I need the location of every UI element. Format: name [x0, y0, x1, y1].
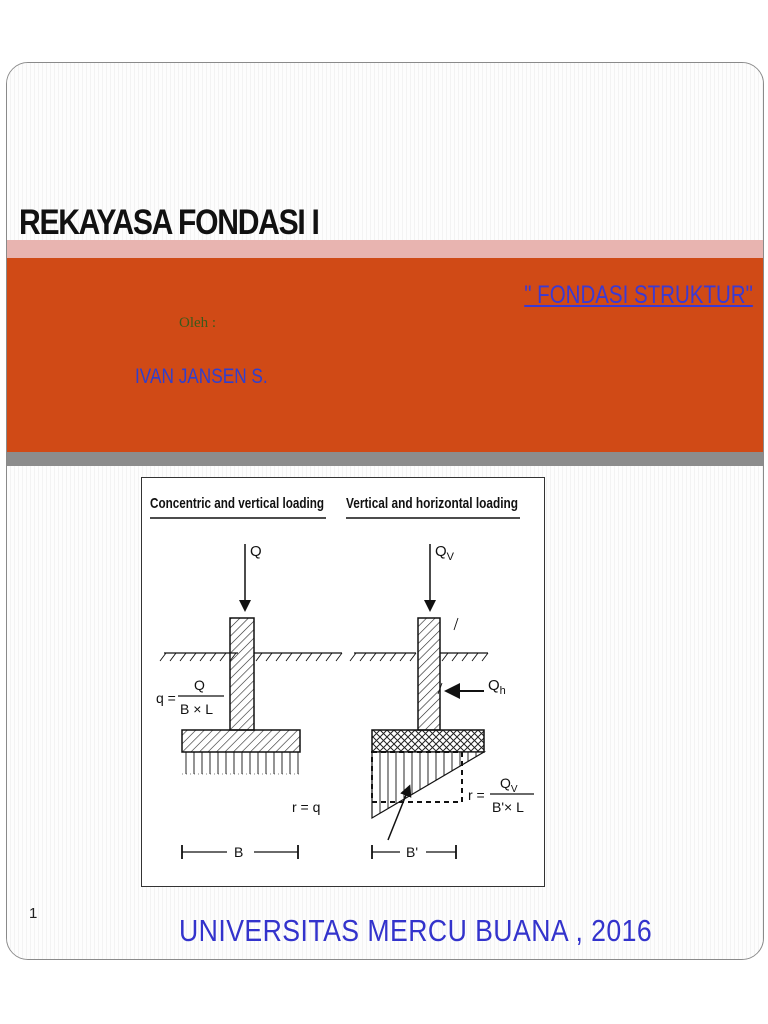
q-lhs: q = — [156, 690, 176, 706]
right-diagram — [350, 543, 534, 860]
load-label-qv: $Q_V$ — [435, 543, 455, 563]
accent-bar-grey — [7, 452, 763, 466]
r-lhs: r = — [468, 787, 485, 803]
column — [230, 618, 254, 730]
slide-subtitle-link[interactable]: " FONDASI STRUKTUR" — [524, 281, 753, 309]
author-name: IVAN JANSEN S. — [135, 365, 268, 388]
r-equals-q: r = q — [292, 799, 321, 815]
left-diagram — [156, 543, 342, 860]
q-numerator: Q — [194, 677, 205, 693]
footing — [182, 730, 300, 752]
footing-2 — [372, 730, 484, 752]
slide-title: REKAYASA FONDASI I — [19, 203, 319, 242]
page-number: 1 — [29, 905, 38, 922]
slide — [6, 62, 764, 960]
oleh-label: Oleh : — [179, 315, 217, 331]
right-heading: Vertical and horizontal loading — [346, 495, 518, 512]
foundation-diagram — [142, 478, 544, 886]
dimension-b: B — [234, 844, 244, 860]
uniform-pressure-lines — [186, 752, 298, 774]
r-denominator: B'× L — [492, 799, 524, 815]
foundation-loading-figure — [141, 477, 545, 887]
load-label-qh: $Q_h$ — [488, 677, 506, 697]
footer-university: UNIVERSITAS MERCU BUANA , 2016 — [179, 913, 653, 948]
q-denominator: B × L — [180, 701, 214, 717]
left-heading: Concentric and vertical loading — [150, 495, 324, 512]
resultant-tick-upper — [454, 618, 458, 630]
column-2 — [418, 618, 440, 730]
load-label-q: Q — [250, 543, 262, 560]
r-numerator: $Q_V$ — [500, 775, 518, 795]
dimension-b-prime: B' — [406, 844, 419, 860]
